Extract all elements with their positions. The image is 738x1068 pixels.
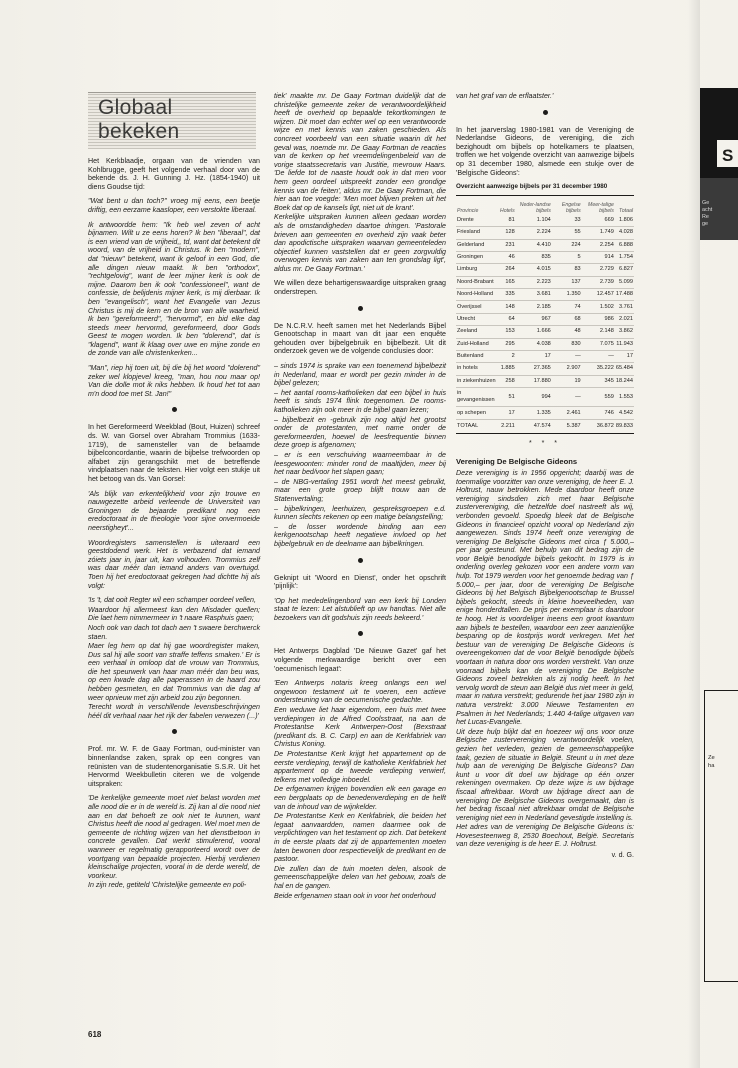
table-cell: 68 [552,313,582,325]
table-cell: op schepen [456,407,499,419]
table-cell: 1.749 [582,227,615,239]
quote: 'Een Antwerps notaris kreeg onlangs een wel ongewoon testament uit te voeren, een actieve ondersteuning van de oecumenische gedachte. [274,679,446,705]
quote: De erfgenamen krijgen bovendien elk een garage en een bergplaats op de benedenverdieping en de helft van de inhoud van de wijnkelder. [274,785,446,811]
table-cell: 48 [552,326,582,338]
quote: Die zullen dan de tuin moeten delen, alsook de gemeenschappelijke delen van het gebouw, zoals de hal en de gangen. [274,864,446,890]
table-body [456,215,634,363]
table-cell: 17 [499,407,516,419]
table-cell: 27.365 [516,363,552,375]
quote: Deze vereniging is in 1956 opgericht; daarbij was de toenmalige voorzitter van onze vereniging, de heer E. J. Holtrust, nauw betrokken. Mede daardoor heeft onze vereniging sindsdien zich met haar Belgische zustervereniging, die hetzelfde doel nastreeft als wij, verbonden gevoeld. Spoedig bleek dat de Belgische Gideons in financieel opzicht vooral op Nederland zijn aangewezen. Sinds 1974 heeft onze vereniging de vereniging De Belgische Gideons met circa ƒ 5.000,– per jaar gesteund. Met behulp van dit bedrag zijn de voor België benodigde bijbels gekocht. In 1979 is in onderling overleg gekozen voor een andere vorm van hulp. Tot 1979 werden voor het genoemde bedrag van ƒ 5.000,– per jaar, door de vereniging De Belgische Gideons bij het Belgisch Bijbelgenootschap te Brussel bijbels gekocht, steeds in kleine hoeveelheden, van enige honderdtallen. De prijs per exemplaar is daardoor te hoog. Het is voordeliger ineens een groot kwantum aan bijbels te bestellen, waardoor een zeer aanzienlijke besparing op de kostprijs wordt verkregen. Met het bestuur van de vereniging De Belgische Gideons is overeengekomen dat de voor België benodigde bijbels voortaan in natura door ons worden verstrekt. Van onze voorraad bijbels kan de vereniging De Belgische Gideons zoveel betrekken als zij nodig heeft. In het vervolg wordt de steun aan België dus niet meer in geld, maar in natura verstrekt; gedurende het jaar 1980 zijn in natura verstrekt: 3.000 Nieuwe Testamenten en Psalmen in het Nederlands; 1.440 4-talige uitgaven van het Lucas-Evangelie. [456,468,634,727]
adjacent-page-text: acht [702,207,713,213]
table-row [456,338,634,350]
section-divider-dot [358,306,363,311]
column-3 [456,92,634,860]
table-cell: 231 [499,239,516,251]
table-cell: Friesland [456,227,499,239]
table-cell: 55 [552,227,582,239]
table-cell: 165 [499,276,516,288]
table-cell: 17 [615,350,634,362]
table-cell: 345 [582,375,615,387]
table-cell: 295 [499,338,516,350]
table-cell: 4.028 [615,227,634,239]
adjacent-page-text: Ge [702,200,710,206]
quote: Een weduwe liet haar eigendom, een huis met twee verdiepingen in de Alfred Coolsstraat, na aan de Protestantse Kerk Antwerpen-Oost (Bexstraat (predikant ds. B. C. Carp) en aan de Kerkfabriek van Christus Koning. [274,706,446,749]
table-cell: 914 [582,251,615,263]
table-row [456,239,634,251]
table-cell: 1.806 [615,215,634,227]
table-cell: 5 [552,251,582,263]
table-cell: 335 [499,289,516,301]
paragraph: In het jaarverslag 1980-1981 van de Vereniging de Nederlandse Gideons, de vereniging, die zich bezighoudt om bijbels op hotelkamers te plaatsen, troffen we het volgende overzicht van aanwezige bijbels op 31 december 1980, alsmede een stukje over de 'Belgische Gideons': [456,125,634,177]
table-row [456,407,634,419]
section-divider-stars: * * * [528,439,562,447]
section-divider-dot [358,558,363,563]
quote: 'De kerkelijke gemeente moet niet belast worden met alle nood die er in de wereld is. Zij kan al die nood niet aan en dat behoeft ze ook niet te kunnen, want Christus heeft die nood al gedragen. Wel moet men de gemeente de richting wijzen van het dienstbetoon in concrete gevallen. Dat werkt stimulerend, vooral wanneer er regelmatig gerapporteerd wordt over de voortgang van bepaalde projecten. Hierbij verdienen kleinschalige projecten, vooral in de derde wereld, de voorkeur. [88,794,260,880]
table-cell: 3.681 [516,289,552,301]
table-row [456,363,634,375]
quote: Maer leg hem op dat hij gae woordregister maken, Dus sal hij alle soort van straffe teffens smaken.' Er is een verhaal in omloop dat de vrouw van Trommius, die het speurwerk van haar man méér dan beu was, op een kwade dag alle paperassen in de haard zou hebben gesmeten, en dat Trommius van die dag af weer opnieuw met zijn arbeid zou zijn begonnen. [88,642,260,702]
table-cell: 5.099 [615,276,634,288]
table-cell: 74 [552,301,582,313]
table-cell: 4.015 [516,264,552,276]
table-cell: 2.254 [582,239,615,251]
table-row [456,276,634,288]
table-cell: 1.350 [552,289,582,301]
table-cell: 46 [499,251,516,263]
table-cell: 264 [499,264,516,276]
table-cell: 148 [499,301,516,313]
quote: – bijbelkringen, leerhuizen, gespreksgroepen e.d. kunnen slechts rekenen op een matige belangstelling; [274,504,446,522]
table-row [456,264,634,276]
table-cell: 83 [552,264,582,276]
table-cell: 47.574 [516,419,552,433]
column-header: Meer-talige bijbels [588,201,614,214]
page-title: Globaal bekeken [98,96,180,143]
table-cell: Utrecht [456,313,499,325]
table-cell: 89.833 [615,419,634,433]
table-cell: 137 [552,276,582,288]
paragraph: De N.C.R.V. heeft samen met het Nederlands Bijbel Genootschap in maart van dit jaar een enquête gehouden over bijbelgebruik en bijbelbezit. Uit dit onderzoek geven we de volgende conclusies door: [274,321,446,356]
column-header: Engelse bijbels [561,201,581,214]
table-cell: 36.872 [582,419,615,433]
table-cell: Limburg [456,264,499,276]
table-row [456,326,634,338]
column-2 [274,92,446,906]
quote: tiek' maakte mr. De Gaay Fortman duidelijk dat de christelijke gemeente zeker de verantwoordelijkheid heeft de overheid op bepaalde tekortkomingen te wijzen. Dit moet dan echter wel op een verantwoorde wijze en met kennis van zaken geschieden. Als concreet voorbeeld van een situatie waarin dit het geval was, noemde mr. De Gaay Fortman de reacties van de kerken op het vreemdelingenbeleid van de vorige staatssecretaris van Justitie, mevrouw Haars. 'De liefde tot de naaste houdt ook in dat men voor hem geen oordeel uitspreekt zonder een grondige kennis van de feiten', aldus mr. De Gaay Fortman, die hier aan toe voegde: 'Men moet blijven preken uit het Boek dat op de kansels ligt, niet uit de krant'. [274,92,446,212]
quote: 'Als blijk van erkentelijkheid voor zijn trouwe en nauwgezette arbeid verleende de Universiteit van Groningen de bejaarde predikant nog een eredoctoraat in de theologie 'voor sijne onvermoeide neerstigheyt'... [88,489,260,532]
table-cell: 35.222 [582,363,615,375]
table-cell: 17 [516,350,552,362]
paragraph: In het Gereformeerd Weekblad (Bout, Huizen) schreef ds. W. van Gorsel over Abraham Trommius (1633-1719), de samensteller van de befaamde bijbelconcordantie, waarin de bijbelse trefwoorden op alfabet zijn gerangschikt met de betreffende vindplaatsen naar de teksten. Hier volgt een stukje uit het betoog van ds. Van Gorsel: [88,423,260,483]
table-cell: Noord-Brabant [456,276,499,288]
table-cell: in ziekenhuizen [456,375,499,387]
table-row [456,227,634,239]
quote: – er is een verschuiving waarneembaar in de leesgewoonten: minder rond de maaltijden, meer bij het naar bed/voor het slapen gaan; [274,450,446,477]
quote: De Protestantse Kerk en Kerkfabriek, die beiden het legaat aanvaardden, namen daarmee ook de verplichtingen van het testament op zich. Dat betekent in de eerste plaats dat zij de appartementen moeten laten bewonen door respectievelijk de predikant en de pastoor. [274,812,446,864]
section-divider-dot [172,407,177,412]
quote: – sinds 1974 is sprake van een toenemend bijbelbezit in Nederland, maar er wordt per gezin minder in de bijbel gelezen; [274,362,446,388]
table-cell: in hotels [456,363,499,375]
section-divider-dot [543,110,548,115]
quote: Ik antwoordde hem: "Ik heb wel zeven of acht bijnamen. Wilt u ze eens horen? Ik ben "liberaal", dat is een vriend van de vrijheid,, td, want dat betekent dit woord, van de vrijheid in Christus. Ik ben "modern", dat "nieuw" betekent, want ik geloof in een God, die alle dingen nieuw maakt. Ik ben "orthodox", "rechtgelovig", want de leer mijner kerk is ook de mijne. Daarom ben ik ook "confessioneel", want de confessie, de belijdenis mijner kerk, is mij dierbaar. Ik ben "evangelisch", want het Evangelie van Jezus Christus is mij de kern en de bron van alle waarheid. Ik ben "gereformeerd", "hervormd", en bid elke dag steeds meer hervormd, gereformeerd, door Gods Geest te mogen worden. Ik ben "dolerend", dat is "klagend", want ik klaag over uwe en mijne zonde en de zonde van alle christenkerken... [88,220,260,358]
table-cell: Zeeland [456,326,499,338]
title-box [88,92,256,149]
quote: – het aantal rooms-katholieken dat een bijbel in huis heeft is sinds 1974 flink toegenomen. De rooms-katholieken zijn ook meer in de bijbel gaan lezen; [274,388,446,414]
table-cell: 967 [516,313,552,325]
table-cell: Buitenland [456,350,499,362]
table-cell: Zuid-Holland [456,338,499,350]
quote: – de losser wordende binding aan een kerkgenootschap heeft negatieve invloed op het bijbelgebruik en de deelname aan bijbelkringen. [274,522,446,548]
table-cell: 2.021 [615,313,634,325]
table-cell: 2.223 [516,276,552,288]
paragraph: Geknipt uit 'Woord en Dienst', onder het opschrift 'pijnlijk': [274,573,446,591]
table-cell: 65.484 [615,363,634,375]
table-cell: 4.542 [615,407,634,419]
table-row [456,350,634,362]
table-cell: 669 [582,215,615,227]
quote: Woordregisters samenstellen is uiteraard een geestdodend werk. Het is verbazend dat iemand zóiets jaar in, jaar uit, kan volhouden. Trommius zelf was daar méér dan iemand anders van overtuigd. Toen hij het eredoctoraat gekregen had dichtte hij als volgt: [88,538,260,590]
quote: 'Op het mededelingenbord van een kerk bij Londen staat te lezen: Let alstublieft op uw handtas. Niet alle bezoekers van dit godshuis zijn reeds bekeerd.' [274,596,446,622]
table-cell: 19 [552,375,582,387]
table-cell: 17.488 [615,289,634,301]
section-divider-dot [172,729,177,734]
adjacent-page-text: ha [708,763,715,769]
paragraph: Het Kerkblaadje, orgaan van de vrienden van Kohlbrugge, geeft het volgende verhaal door van de bekende ds. J. H. Gunning J. Hz. (1854-1940) uit diens Goudse tijd: [88,157,260,191]
table-cell: 4.038 [516,338,552,350]
table-cell: 128 [499,227,516,239]
section-heading: Vereniging De Belgische Gideons [456,457,578,467]
table-cell: 2 [499,350,516,362]
table-cell: 2.211 [499,419,516,433]
quote: De Protestantse Kerk krijgt het appartement op de eerste verdieping, terwijl de katholieke Kerkfabriek het appartement op de tweede verdieping verwierf, telkens met volledige inboedel. [274,750,446,784]
table-cell: 64 [499,313,516,325]
column-header: Totaal [619,207,633,214]
author-signature: v. d. G. [611,851,634,860]
table-cell: 835 [516,251,552,263]
table-cell: Gelderland [456,239,499,251]
table-cell: 33 [552,215,582,227]
table-cell: 1.885 [499,363,516,375]
table-cell: 258 [499,375,516,387]
table-cell: 3.761 [615,301,634,313]
adjacent-page-frame [704,690,738,982]
adjacent-page-letter: S [722,146,734,165]
table-cell: — [552,350,582,362]
column-header: Hotels [499,207,515,214]
table-cell: 1.502 [582,301,615,313]
adjacent-page-text: ge [702,221,708,227]
quote: Waardoor hij allermeest kan den Misdader quellen; Die laet hem nimmermeer in 't naare Rasphuis gaen; [88,605,260,623]
table-cell: 986 [582,313,615,325]
table-cell: 51 [499,388,516,407]
table-cell: 1.666 [516,326,552,338]
table-cell: 153 [499,326,516,338]
bible-count-table [456,201,634,434]
table-cell: 2.739 [582,276,615,288]
quote: Kerkelijke uitspraken kunnen alleen gedaan worden als de omstandigheden daartoe dringen. 'Pastorale brieven aan gemeenten en overheid zijn vaak beter dan apodictische uitspraken waarvan gemeenteleden objectief kunnen vaststellen dat er geen zorgvuldig overwogen kennis van zaken aan ten grondslag ligt', aldus mr. De Gaay Fortman.' [274,213,446,273]
column-header: Neder-landse bijbels [519,201,551,214]
quote: In zijn rede, getiteld 'Christelijke gemeente en poli- [88,881,247,890]
quote: Terecht wordt in verschillende levensbeschrijvingen héél dit verhaal naar het rijk der fabelen verwezen (...)' [88,703,260,720]
table-cell: 81 [499,215,516,227]
table-title: Overzicht aanwezige bijbels per 31 december 1980 [456,183,634,196]
table-row [456,313,634,325]
paragraph: We willen deze behartigenswaardige uitspraken graag onderstrepen. [274,279,446,297]
table-cell: 4.410 [516,239,552,251]
table-cell: — [582,350,615,362]
paragraph: Prof. mr. W. F. de Gaay Fortman, oud-minister van binnenlandse zaken, sprak op een congres van reünisten van de studentenorganisatie S.S.R. Uit het Hervormd Weekbulletin citeren we de volgende uitspraken: [88,745,260,788]
quote: Het adres van de vereniging De Belgische Gideons is: Hovesesteenweg 8, 2530 Boechout, België. Secretaris van deze vereniging is de heer E. J. Holtrust. [456,823,634,849]
table-cell: 2.224 [516,227,552,239]
adjacent-page-text: Re [702,214,709,220]
table-cell: 1.104 [516,215,552,227]
table-row [456,375,634,387]
quote: – de NBG-vertaling 1951 wordt het meest gebruikt, maar een grote groep blijft trouw aan de Statenvertaling; [274,477,446,503]
table-cell: 2.461 [552,407,582,419]
table-row [456,251,634,263]
table-cell: 1.553 [615,388,634,407]
table-cell: 18.244 [615,375,634,387]
table-row [456,301,634,313]
table-row [456,388,634,407]
quote: – bijbelbezit en -gebruik zijn nog altijd het grootst onder de protestanten, met name onder de gereformeerden, hoewel de leesfrequentie binnen deze groep is afgenomen; [274,415,446,450]
section-divider-dot [358,631,363,636]
table-cell: 2.185 [516,301,552,313]
quote: 'Is 't, dat ooit Regter wil een schamper oordeel vellen, [88,596,256,605]
table-total [456,419,634,433]
page-fold-shadow [688,0,700,1068]
table-cell: 994 [516,388,552,407]
table-cell: 7.075 [582,338,615,350]
paragraph: Het Antwerps Dagblad 'De Nieuwe Gazet' gaf het volgende merkwaardige bericht over een 'oecumenisch legaat': [274,647,446,673]
quote: van het graf van de erflaatster.' [456,92,554,100]
table-cell: TOTAAL [456,419,499,433]
table-row [456,289,634,301]
table-cell: 2.148 [582,326,615,338]
table-cell: 1.754 [615,251,634,263]
table-cell: 746 [582,407,615,419]
table-header-row [456,201,634,215]
table-cell: 2.907 [552,363,582,375]
table-cell: 12.457 [582,289,615,301]
adjacent-page-text: Ze [708,755,715,761]
table-cell: 6.888 [615,239,634,251]
column-1 [88,92,260,896]
table-cell: Groningen [456,251,499,263]
table-cell: 830 [552,338,582,350]
quote: "Man", riep hij toen uit, bij die bij het woord "dolerend" zeker wel klopjevel kreeg, "man, hou nou maar op! Van die dolle mot ik niks hebben. Ik houd het tot aan m'n dood toe met St. Jan!" [88,364,260,398]
table-row [456,215,634,227]
page-number: 618 [88,1030,102,1039]
table-cell: 2.729 [582,264,615,276]
table-cell: 11.943 [615,338,634,350]
table-cell: 17.880 [516,375,552,387]
table-cell: Noord-Holland [456,289,499,301]
table-cell: 3.862 [615,326,634,338]
quote: Noch ook van dach tot dach aen 't swaere berchwerck staen. [88,623,260,641]
table-cell: 559 [582,388,615,407]
quote: Uit deze hulp blijkt dat en hoezeer wij ons voor onze Belgische zustervereniging verantwoordelijk voelen, gezien het verleden, gezien de gemeenschappelijke taak, gezien de situatie in België. Steunt u in met deze hulp aan de vereniging De Belgische Gideons? Dan kunt u voor dit doel uw bijdrage op één onzer rekeningen overmaken. Op deze wijze is uw bijdrage fiscaal aftrekbaar. Wordt uw bijdrage direct aan de vereniging De Belgische Gideons overgemaakt, dan is het bedrag fiscaal niet aftrekbaar omdat de Belgische vereniging niet een in Nederland gevestigde instelling is. [456,727,634,822]
column-header: Provincie [457,207,479,214]
table-cell: Drente [456,215,499,227]
table-total-row [456,419,634,433]
quote: "Wat bent u dan toch?" vroeg mij eens, een beetje driftig, een eerzame kaasloper, een verstokte liberaal. [88,197,260,214]
table-cell: — [552,388,582,407]
table-cell: 6.827 [615,264,634,276]
table-cell: Overijssel [456,301,499,313]
table-cell: 224 [552,239,582,251]
table-cell: 5.387 [552,419,582,433]
quote: Beide erfgenamen staan ook in voor het onderhoud [274,891,436,900]
table-cell: in gevangenissen [456,388,499,407]
table-cell: 1.335 [516,407,552,419]
table-body-summary [456,363,634,420]
